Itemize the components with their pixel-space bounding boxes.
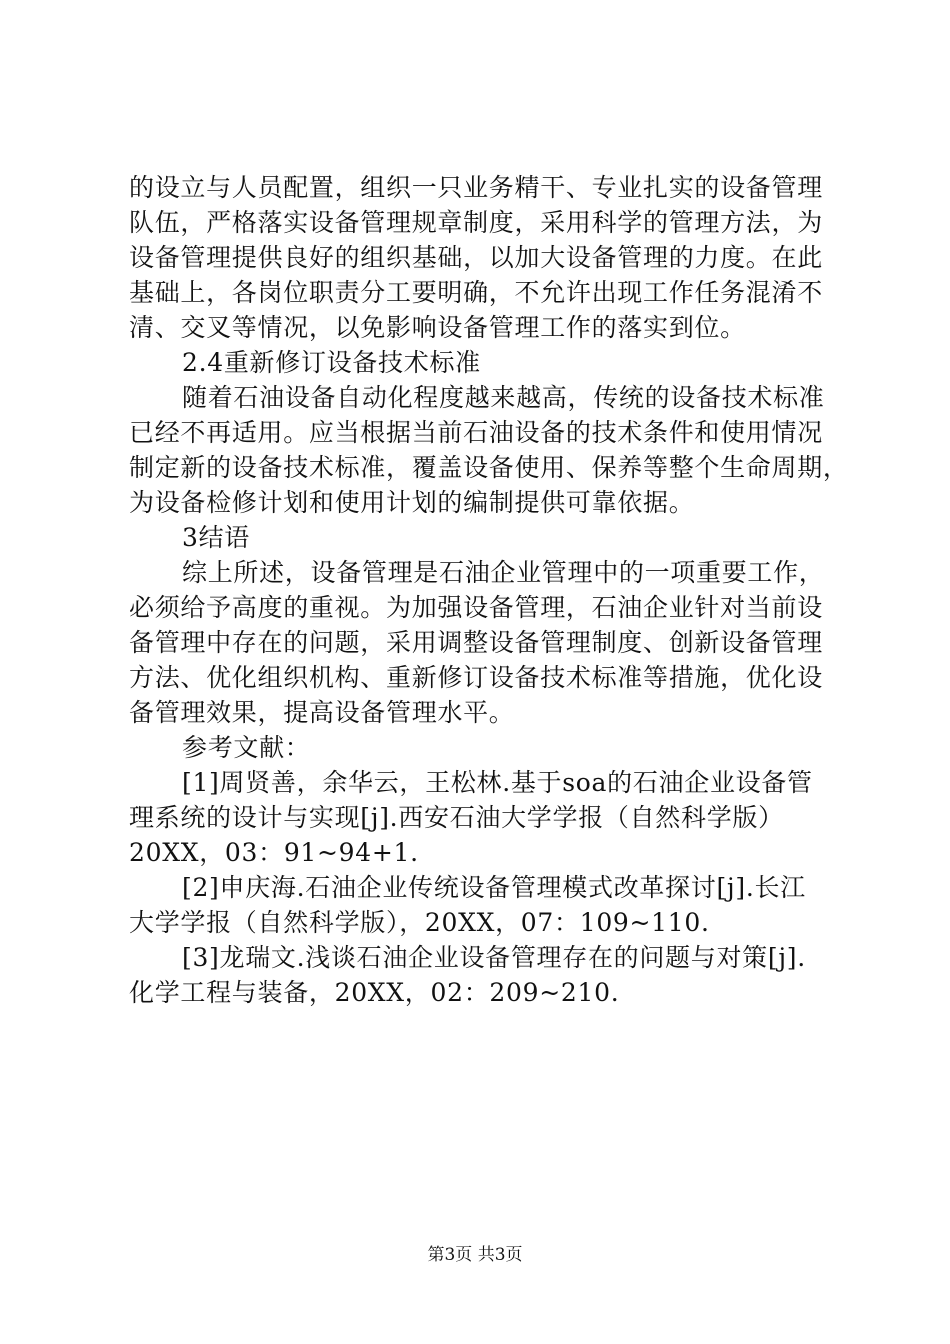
page-footer: 第3页 共3页 (427, 1245, 523, 1265)
paragraph-line: 方法、优化组织机构、重新修订设备技术标准等措施，优化设 (129, 663, 823, 692)
paragraph-line: 设备管理提供良好的组织基础，以加大设备管理的力度。在此 (129, 243, 823, 272)
section-heading: 3结语 (182, 523, 251, 552)
paragraph-line: 队伍，严格落实设备管理规章制度，采用科学的管理方法，为 (129, 208, 823, 237)
references-heading: 参考文献： (182, 733, 311, 762)
reference-line: 化学工程与装备，20XX，02：209~210. (129, 978, 620, 1007)
paragraph-line: 为设备检修计划和使用计划的编制提供可靠依据。 (129, 488, 695, 517)
paragraph-line: 备管理中存在的问题，采用调整设备管理制度、创新设备管理 (129, 628, 823, 657)
reference-line: [3]龙瑞文.浅谈石油企业设备管理存在的问题与对策[j]. (182, 943, 806, 972)
paragraph-line: 基础上，各岗位职责分工要明确，不允许出现工作任务混淆不 (129, 278, 823, 307)
section-heading: 2.4重新修订设备技术标准 (182, 348, 481, 377)
paragraph-line: 备管理效果，提高设备管理水平。 (129, 698, 515, 727)
paragraph-line: 的设立与人员配置，组织一只业务精干、专业扎实的设备管理 (129, 173, 823, 202)
reference-line: 理系统的设计与实现[j].西安石油大学学报（自然科学版） (129, 803, 784, 832)
paragraph-line: 随着石油设备自动化程度越来越高，传统的设备技术标准 (182, 383, 825, 412)
paragraph-line: 综上所述，设备管理是石油企业管理中的一项重要工作， (182, 558, 825, 587)
reference-line: 大学学报（自然科学版），20XX，07：109~110. (129, 908, 710, 937)
paragraph-line: 必须给予高度的重视。为加强设备管理，石油企业针对当前设 (129, 593, 823, 622)
paragraph-line: 制定新的设备技术标准，覆盖设备使用、保养等整个生命周期， (129, 453, 849, 482)
document-body (129, 170, 849, 1010)
paragraph-line: 清、交叉等情况，以免影响设备管理工作的落实到位。 (129, 313, 746, 342)
paragraph-line: 已经不再适用。应当根据当前石油设备的技术条件和使用情况 (129, 418, 823, 447)
reference-line: [1]周贤善，余华云，王松林.基于soa的石油企业设备管 (182, 768, 813, 797)
reference-line: 20XX，03：91~94+1. (129, 838, 419, 867)
reference-line: [2]申庆海.石油企业传统设备管理模式改革探讨[j].长江 (182, 873, 806, 902)
